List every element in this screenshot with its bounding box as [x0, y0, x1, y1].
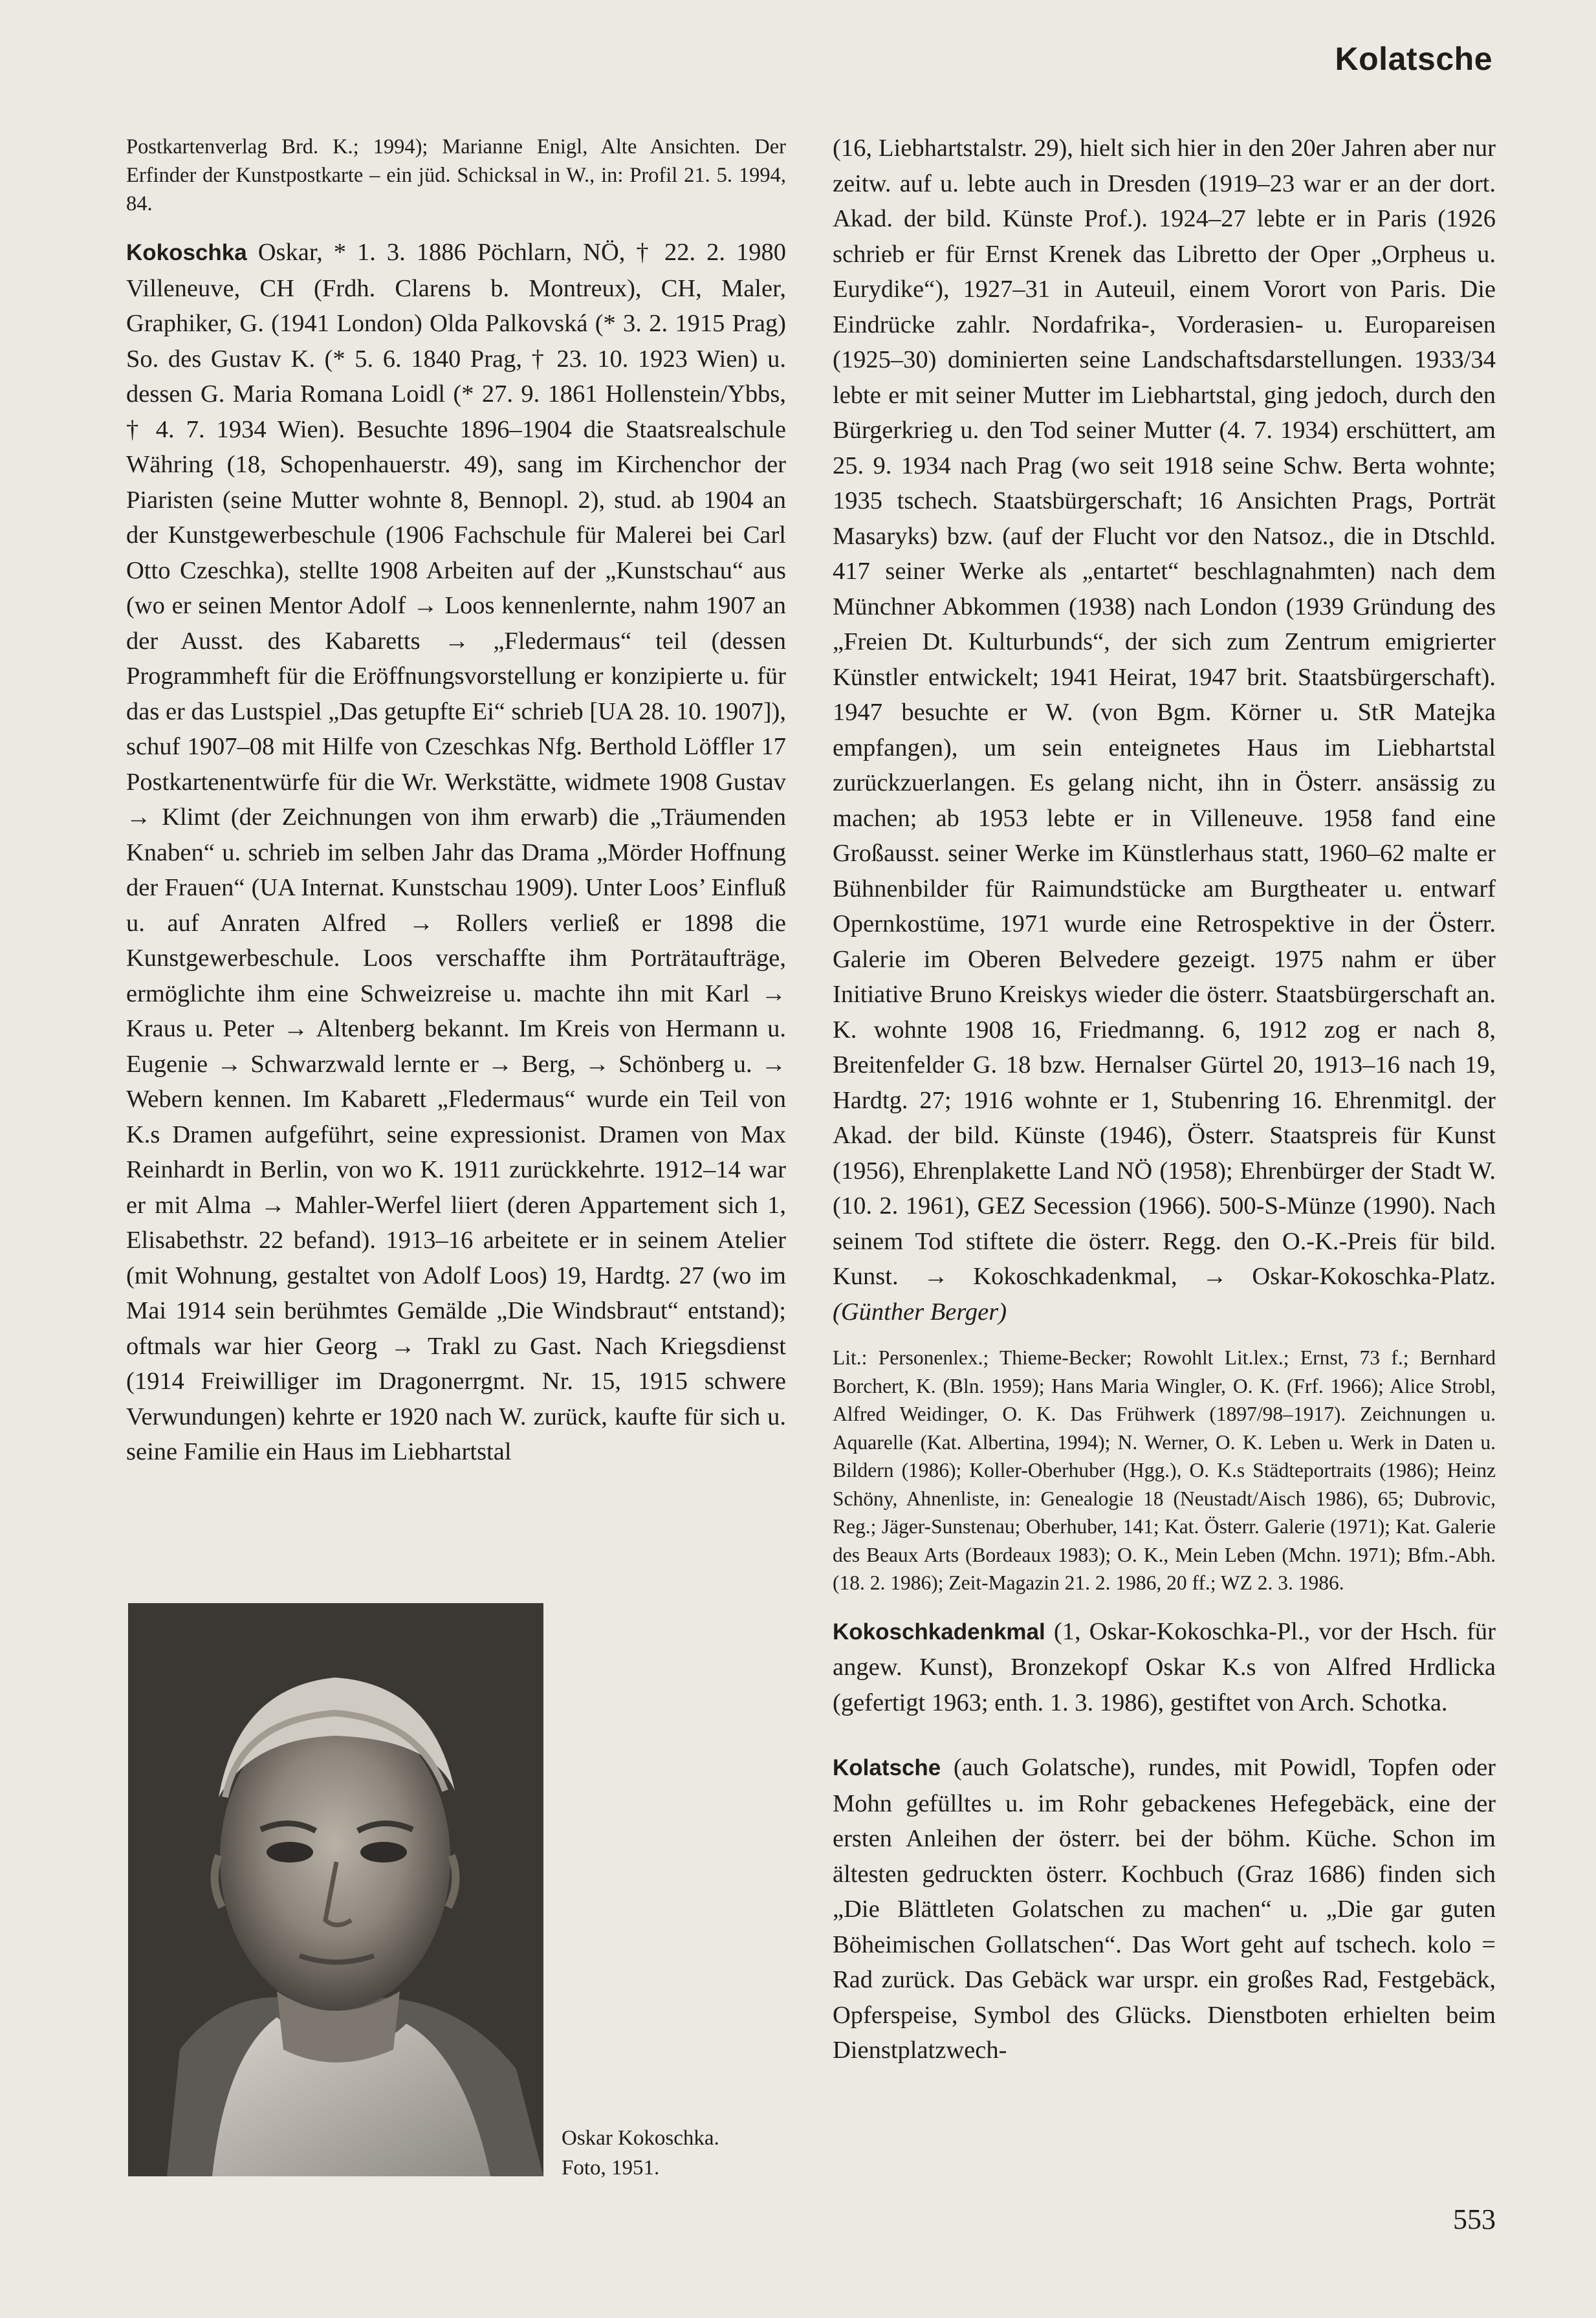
entry-kokoschka	[126, 235, 786, 1470]
left-column	[126, 133, 786, 1470]
caption-line-name: Oskar Kokoschka.	[562, 2127, 719, 2150]
page-number: 553	[1453, 2203, 1496, 2235]
entry-kokoschkadenkmal-text: (1, Oskar-Kokoschka-Pl., vor der Hsch. für angew. Kunst), Bronzekopf Oskar K.s von Alfred Hrdlicka (gefertigt 1963; enth. 1. 3. 1986), gestiftet von Arch. Schotka.	[833, 1617, 1496, 1716]
literature-kokoschka: Lit.: Personenlex.; Thieme-Becker; Rowohlt Lit.lex.; Ernst, 73 f.; Bernhard Borchert, K. (Bln. 1959); Hans Maria Wingler, O. K. (Frf. 1966); Alice Strobl, Alfred Weidinger, O. K. Das Frühwerk (1897/98–1917). Zeichnungen u. Aquarelle (Kat. Albertina, 1994); N. Werner, O. K. Leben u. Werk in Daten u. Bildern (1986); Koller-Oberhuber (Hgg.), O. K.s Städteportraits (1986); Heinz Schöny, Ahnenliste, in: Genealogie 18 (Neustadt/Aisch 1986), 65; Dubrovic, Reg.; Jäger-Sunstenau; Oberhuber, 141; Kat. Österr. Galerie (1971); Kat. Galerie des Beaux Arts (Bordeaux 1983); O. K., Mein Leben (Mchn. 1971); Bfm.-Abh. (18. 2. 1986); Zeit-Magazin 21. 2. 1986, 20 ff.; WZ 2. 3. 1986.	[833, 1346, 1496, 1594]
headword-kokoschkadenkmal: Kokoschkadenkmal	[833, 1619, 1045, 1645]
right-column	[833, 131, 1496, 2068]
caption-line-date: Foto, 1951.	[562, 2156, 660, 2180]
entry-kokoschka-continued	[833, 131, 1496, 1329]
entry-author: (Günther Berger)	[833, 1298, 1007, 1326]
entry-kokoschkadenkmal	[833, 1614, 1496, 1721]
portrait-photo-kokoschka	[128, 1603, 543, 2176]
entry-kokoschka-text: Oskar, * 1. 3. 1886 Pöchlarn, NÖ, † 22. 2. 1980 Villeneuve, CH (Frdh. Clarens b. Montreux), CH, Maler, Graphiker, G. (1941 London) Olda Palkovská (* 3. 2. 1915 Prag) So. des Gustav K. (* 5. 6. 1840 Prag, † 23. 10. 1923 Wien) u. dessen G. Maria Romana Loidl (* 27. 9. 1861 Hollenstein/Ybbs, † 4. 7. 1934 Wien). Besuchte 1896–1904 die Staatsrealschule Währing (18, Schopenhauerstr. 49), sang im Kirchenchor der Piaristen (seine Mutter wohnte 8, Bennopl. 2), stud. ab 1904 an der Kunstgewerbeschule (1906 Fachschule für Malerei bei Carl Otto Czeschka), stellte 1908 Arbeiten auf der „Kunstschau“ aus (wo er seinen Mentor Adolf → Loos kennenlernte, nahm 1907 an der Ausst. des Kabaretts → „Fledermaus“ teil (dessen Programmheft für die Eröffnungsvorstellung er konzipierte u. für das er das Lustspiel „Das getupfte Ei“ schrieb [UA 28. 10. 1907]), schuf 1907–08 mit Hilfe von Czeschkas Nfg. Berthold Löffler 17 Postkartenentwürfe für die Wr. Werkstätte, widmete 1908 Gustav → Klimt (der Zeichnungen von ihm erwarb) die „Träumenden Knaben“ u. schrieb im selben Jahr das Drama „Mörder Hoffnung der Frauen“ (UA Internat. Kunstschau 1909). Unter Loos’ Einfluß u. auf Anraten Alfred → Rollers verließ er 1898 die Kunstgewerbeschule. Loos verschaffte ihm Porträtaufträge, ermöglichte ihm eine Schweizreise u. machte ihn mit Karl → Kraus u. Peter → Altenberg bekannt. Im Kreis von Hermann u. Eugenie → Schwarzwald lernte er → Berg, → Schönberg u. → Webern kennen. Im Kabarett „Fledermaus“ wurde ein Teil von K.s Dramen aufgeführt, seine expressionist. Dramen von Max Reinhardt in Berlin, von wo K. 1911 zurückkehrte. 1912–14 war er mit Alma → Mahler-Werfel liiert (deren Appartement sich 1, Elisabethstr. 22 befand). 1913–16 arbeitete er in seinem Atelier (mit Wohnung, gestaltet von Adolf Loos) 19, Hardtg. 27 (wo im Mai 1914 sein berühmtes Gemälde „Die Windsbraut“ entstand); oftmals war hier Georg → Trakl zu Gast. Nach Kriegsdienst (1914 Freiwilliger im Dragonerrgmt. Nr. 15, 1915 schwere Verwundungen) kehrte er 1920 nach W. zurück, kaufte für sich u. seine Familie ein Haus im Liebhartstal	[126, 239, 786, 1465]
headword-kokoschka: Kokoschka	[126, 240, 247, 265]
entry-kokoschka-continued-text: (16, Liebhartstalstr. 29), hielt sich hier in den 20er Jahren aber nur zeitw. auf u. lebte auch in Dresden (1919–23 war er an der dort. Akad. der bild. Künste Prof.). 1924–27 lebte er in Paris (1926 schrieb er für Ernst Krenek das Libretto der Oper „Orpheus u. Eurydike“), 1927–31 in Auteuil, einem Vorort von Paris. Die Eindrücke zahlr. Nordafrika-, Vorderasien- u. Europareisen (1925–30) dominierten seine Landschaftsdarstellungen. 1933/34 lebte er mit seiner Mutter im Liebhartstal, ging jedoch, durch den Bürgerkrieg u. den Tod seiner Mutter (4. 7. 1934) erschüttert, am 25. 9. 1934 nach Prag (wo seit 1918 seine Schw. Berta wohnte; 1935 tschech. Staatsbürgerschaft; 16 Ansichten Prags, Porträt Masaryks) bzw. (auf der Flucht vor den Natsoz., die in Dtschld. 417 seiner Werke als „entartet“ beschlagnahmten) nach dem Münchner Abkommen (1938) nach London (1939 Gründung des „Freien Dt. Kulturbunds“, der sich zum Zentrum emigrierter Künstler entwickelt; 1941 Heirat, 1947 brit. Staatsbürgerschaft). 1947 besuchte er W. (von Bgm. Körner u. StR Matejka empfangen), um sein enteignetes Haus im Liebhartstal zurückzuerlangen. Es gelang nicht, ihn in Österr. ansässig zu machen; ab 1953 lebte er in Villeneuve. 1958 fand eine Großausst. seiner Werke im Künstlerhaus statt, 1960–62 malte er Bühnenbilder für Raimundstücke am Burgtheater u. entwarf Opernkostüme, 1971 wurde eine Retrospektive in der Österr. Galerie im Oberen Belvedere gezeigt. 1975 nahm er über Initiative Bruno Kreiskys wieder die österr. Staatsbürgerschaft an. K. wohnte 1908 16, Friedmanng. 6, 1912 zog er nach 8, Breitenfelder G. 18 bzw. Hernalser Gürtel 20, 1913–16 nach 19, Hardtg. 27; 1916 wohnte er 1, Stubenring 16. Ehrenmitgl. der Akad. der bild. Künste (1946), Österr. Staatspreis für Kunst (1956), Ehrenplakette Land NÖ (1958); Ehrenbürger der Stadt W. (10. 2. 1961), GEZ Secession (1966). 500-S-Münze (1990). Nach seinem Tod stiftete die österr. Regg. den O.-K.-Preis für bild. Kunst. → Kokoschkadenkmal, → Oskar-Kokoschka-Platz.	[833, 135, 1496, 1290]
photo-caption	[562, 2123, 719, 2183]
entry-kolatsche-text: (auch Golatsche), rundes, mit Powidl, Topfen oder Mohn gefülltes u. im Rohr gebackenes Hefegebäck, eine der ersten Anleihen der österr. bei der böhm. Küche. Schon im ältesten gedruckten österr. Kochbuch (Graz 1686) finden sich „Die Blättleten Golatschen zu machen“ u. „Die gar guten Böheimischen Gollatschen“. Das Wort geht auf tschech. kolo = Rad zurück. Das Gebäck war urspr. ein großes Rad, Festgebäck, Opferspeise, Symbol des Glücks. Dienstboten erhielten beim Dienstplatzwech-	[833, 1754, 1496, 2064]
previous-entry-literature: Postkartenverlag Brd. K.; 1994); Marianne Enigl, Alte Ansichten. Der Erfinder der Kunstpostkarte – ein jüd. Schicksal in W., in: Profil 21. 5. 1994, 84.	[126, 135, 786, 215]
running-head: Kolatsche	[1335, 41, 1492, 77]
headword-kolatsche: Kolatsche	[833, 1755, 941, 1780]
entry-kolatsche	[833, 1750, 1496, 2068]
portrait-illustration	[128, 1603, 543, 2176]
